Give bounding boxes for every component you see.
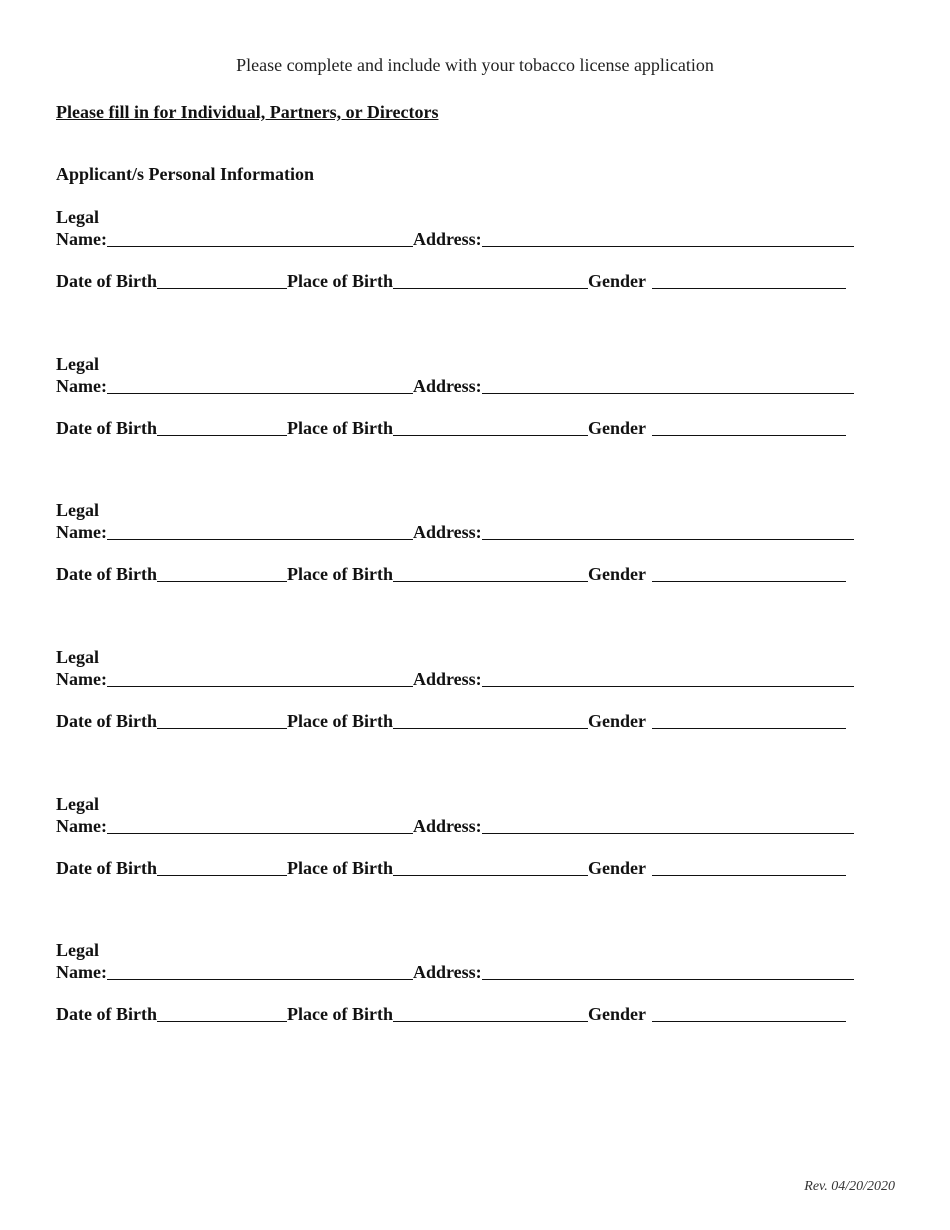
legal-label: Legal xyxy=(56,647,99,667)
date-of-birth-label: Date of Birth xyxy=(56,418,157,438)
name-label: Name: xyxy=(56,816,107,836)
place-of-birth-label: Place of Birth xyxy=(286,711,393,731)
applicant-entry-4 xyxy=(56,647,866,737)
date-of-birth-label: Date of Birth xyxy=(56,271,157,291)
birth-gender-row xyxy=(56,710,866,732)
name-label: Name: xyxy=(56,522,107,542)
name-address-row xyxy=(56,668,866,690)
gender-label: Gender xyxy=(587,1004,646,1024)
address-field[interactable] xyxy=(482,962,854,980)
address-label: Address: xyxy=(412,522,482,542)
gender-field[interactable] xyxy=(652,564,846,582)
address-field[interactable] xyxy=(482,669,854,687)
legal-label: Legal xyxy=(56,794,99,814)
gender-field[interactable] xyxy=(652,858,846,876)
date-of-birth-field[interactable] xyxy=(157,564,287,582)
section-heading: Please fill in for Individual, Partners, or Directors xyxy=(56,102,439,122)
gender-label: Gender xyxy=(587,711,646,731)
name-label: Name: xyxy=(56,229,107,249)
birth-gender-row xyxy=(56,270,866,292)
sub-heading: Applicant/s Personal Information xyxy=(56,164,315,184)
name-address-row xyxy=(56,228,866,250)
place-of-birth-label: Place of Birth xyxy=(286,564,393,584)
name-label: Name: xyxy=(56,669,107,689)
gender-field[interactable] xyxy=(652,1004,846,1022)
date-of-birth-field[interactable] xyxy=(157,418,287,436)
revision-date: Rev. 04/20/2020 xyxy=(804,1179,895,1194)
gender-label: Gender xyxy=(587,564,646,584)
legal-name-field[interactable] xyxy=(107,522,413,540)
legal-label: Legal xyxy=(56,354,99,374)
place-of-birth-label: Place of Birth xyxy=(286,858,393,878)
place-of-birth-field[interactable] xyxy=(393,271,588,289)
date-of-birth-label: Date of Birth xyxy=(56,858,157,878)
gender-label: Gender xyxy=(587,418,646,438)
legal-label: Legal xyxy=(56,500,99,520)
gender-field[interactable] xyxy=(652,711,846,729)
legal-label: Legal xyxy=(56,940,99,960)
name-label: Name: xyxy=(56,962,107,982)
date-of-birth-label: Date of Birth xyxy=(56,564,157,584)
address-field[interactable] xyxy=(482,816,854,834)
date-of-birth-field[interactable] xyxy=(157,711,287,729)
applicant-entry-5 xyxy=(56,794,866,884)
address-label: Address: xyxy=(412,816,482,836)
gender-field[interactable] xyxy=(652,418,846,436)
legal-name-field[interactable] xyxy=(107,962,413,980)
address-field[interactable] xyxy=(482,229,854,247)
applicant-entry-2 xyxy=(56,354,866,444)
place-of-birth-field[interactable] xyxy=(393,418,588,436)
birth-gender-row xyxy=(56,417,866,439)
applicant-entry-1 xyxy=(56,207,866,297)
place-of-birth-field[interactable] xyxy=(393,564,588,582)
address-label: Address: xyxy=(412,376,482,396)
legal-name-field[interactable] xyxy=(107,229,413,247)
address-field[interactable] xyxy=(482,522,854,540)
name-address-row xyxy=(56,815,866,837)
birth-gender-row xyxy=(56,563,866,585)
name-label: Name: xyxy=(56,376,107,396)
name-address-row xyxy=(56,375,866,397)
date-of-birth-label: Date of Birth xyxy=(56,711,157,731)
name-address-row xyxy=(56,521,866,543)
place-of-birth-field[interactable] xyxy=(393,1004,588,1022)
name-address-row xyxy=(56,961,866,983)
place-of-birth-label: Place of Birth xyxy=(286,271,393,291)
intro-text: Please complete and include with your tobacco license application xyxy=(236,55,714,75)
place-of-birth-field[interactable] xyxy=(393,858,588,876)
address-field[interactable] xyxy=(482,376,854,394)
address-label: Address: xyxy=(412,962,482,982)
date-of-birth-field[interactable] xyxy=(157,271,287,289)
applicant-entry-6 xyxy=(56,940,866,1030)
place-of-birth-field[interactable] xyxy=(393,711,588,729)
date-of-birth-label: Date of Birth xyxy=(56,1004,157,1024)
legal-name-field[interactable] xyxy=(107,816,413,834)
address-label: Address: xyxy=(412,669,482,689)
legal-label: Legal xyxy=(56,207,99,227)
place-of-birth-label: Place of Birth xyxy=(286,1004,393,1024)
address-label: Address: xyxy=(412,229,482,249)
birth-gender-row xyxy=(56,1003,866,1025)
legal-name-field[interactable] xyxy=(107,376,413,394)
birth-gender-row xyxy=(56,857,866,879)
gender-field[interactable] xyxy=(652,271,846,289)
legal-name-field[interactable] xyxy=(107,669,413,687)
applicant-entry-3 xyxy=(56,500,866,590)
date-of-birth-field[interactable] xyxy=(157,858,287,876)
gender-label: Gender xyxy=(587,858,646,878)
gender-label: Gender xyxy=(587,271,646,291)
date-of-birth-field[interactable] xyxy=(157,1004,287,1022)
place-of-birth-label: Place of Birth xyxy=(286,418,393,438)
